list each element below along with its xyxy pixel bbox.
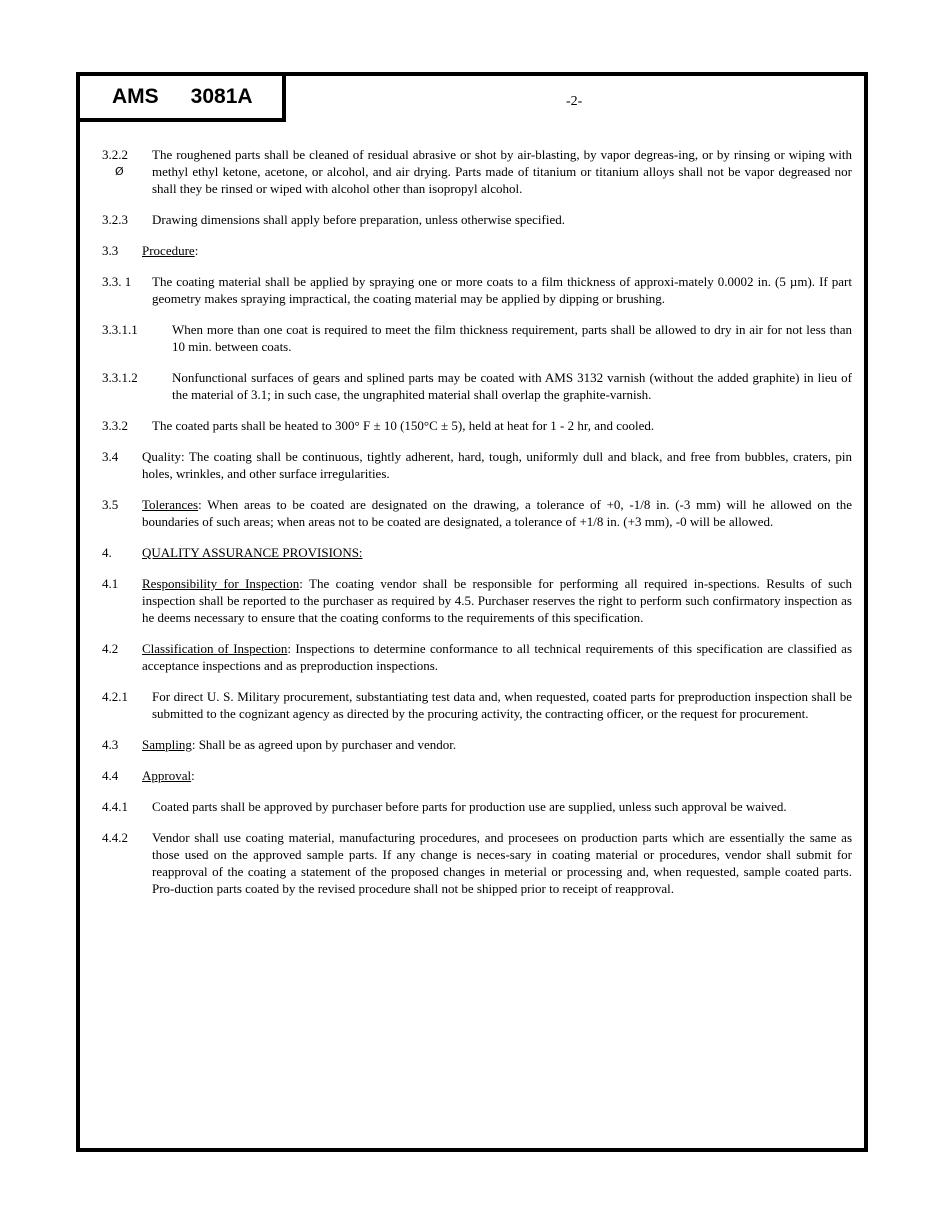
section-number: 3.2.3 — [102, 212, 128, 227]
section-4-4-2 — [102, 829, 852, 897]
section-title: Sampling — [142, 737, 192, 752]
section-text: The coating material shall be applied by spraying one or more coats to a film thickness of approxi-mately 0.0002 in. (5 µm). If part geometry makes spraying impractical, the coating material may be applied by dipping or brushing. — [152, 274, 852, 306]
section-text: : The coating vendor shall be responsible for performing all required in-spections. Results of such inspection shall be reported to the purchaser as required by 4.5. Purchaser reserves the right to perform such confirmatory inspection as he deems necessary to ensure that the coating conforms to the requirements of this specification. — [142, 576, 852, 625]
page-number: -2- — [566, 94, 583, 109]
section-title: Approval — [142, 768, 192, 783]
document-body — [102, 146, 852, 911]
section-4-2 — [102, 640, 852, 674]
section-3-3-1 — [102, 273, 852, 307]
doc-prefix: AMS — [112, 85, 159, 108]
section-number: 3.3. 1 — [102, 274, 132, 289]
section-4-4-1 — [102, 798, 852, 815]
section-number: 4.1 — [102, 576, 119, 591]
section-text: When more than one coat is required to meet the film thickness requirement, parts shall be allowed to dry in air for not less than 10 min. between coats. — [172, 322, 852, 354]
section-number: 4.2 — [102, 641, 119, 656]
page-frame — [76, 72, 868, 1152]
section-number: 3.4 — [102, 449, 119, 464]
section-number: 4.3 — [102, 737, 119, 752]
section-4-3 — [102, 736, 852, 753]
section-title-suffix: : — [191, 768, 195, 783]
section-number: 3.5 — [102, 497, 119, 512]
section-number: 3.2.2 — [102, 147, 128, 162]
section-4-2-1 — [102, 688, 852, 722]
section-3-2-2 — [102, 146, 852, 197]
section-text: : Shall be as agreed upon by purchaser and vendor. — [191, 737, 457, 752]
section-number: 3.3.2 — [102, 418, 128, 433]
section-text: The roughened parts shall be cleaned of residual abrasive or shot by air-blasting, by vapor degreas-ing, or by rinsing or wiping with methyl ethyl ketone, acetone, or alcohol, and air drying. Parts made of titanium or titanium alloys shall not be vapor degreased nor shall they be rinsed or wiped with alcohol other than isopropyl alcohol. — [152, 147, 852, 196]
section-title: Responsibility for Inspection — [142, 576, 300, 591]
section-3-3-1-2 — [102, 369, 852, 403]
section-4 — [102, 544, 852, 561]
section-number: 3.3.1.2 — [102, 370, 138, 385]
section-text: Vendor shall use coating material, manufacturing procedures, and procesees on production parts which are essentially the same as those used on the approved sample parts. If any change is neces-sary in coating material or procedures, vendor shall submit for reapproval of the coating a statement of the proposed changes in meterial or processing and, when requested, sample coated parts. Pro-duction parts coated by the revised procedure shall not be shipped prior to receipt of reapproval. — [152, 830, 852, 896]
section-text: Quality: The coating shall be continuous, tightly adherent, hard, tough, uniformly dull and black, and free from bubbles, craters, pin holes, wrinkles, and other surface irregularities. — [142, 449, 852, 481]
revision-mark: Ø — [115, 165, 124, 178]
doc-number: 3081A — [190, 85, 253, 108]
document-id-box — [80, 76, 286, 122]
section-number: 4. — [102, 545, 112, 560]
section-3-3-2 — [102, 417, 852, 434]
section-3-3-1-1 — [102, 321, 852, 355]
section-text: For direct U. S. Military procurement, substantiating test data and, when requested, coated parts for preproduction inspection shall be submitted to the cognizant agency as directed by the procuring activity, the contracting officer, or the request for procurement. — [152, 689, 852, 721]
section-3-5 — [102, 496, 852, 530]
section-text: Nonfunctional surfaces of gears and splined parts may be coated with AMS 3132 varnish (without the added graphite) in lieu of the material of 3.1; in such case, the ungraphited material shall overlap the graphite-varnish. — [172, 370, 852, 402]
section-3-4 — [102, 448, 852, 482]
section-text: The coated parts shall be heated to 300° F ± 10 (150°C ± 5), held at heat for 1 - 2 hr, and cooled. — [152, 418, 655, 433]
section-number: 3.3.1.1 — [102, 322, 138, 337]
section-number: 4.4.2 — [102, 830, 128, 845]
section-4-1 — [102, 575, 852, 626]
section-text: : When areas to be coated are designated on the drawing, a tolerance of +0, -1/8 in. (-3 mm) will he allowed on the boundaries of such areas; when areas not to be coated are designated, a tolerance of +1/8 in. (+3 mm), -0 will be allowed. — [142, 497, 852, 529]
section-title: Tolerances — [142, 497, 199, 512]
section-text: : Inspections to determine conformance to all technical requirements of this specification are classified as acceptance inspections and as preproduction inspections. — [142, 641, 853, 673]
section-title: QUALITY ASSURANCE PROVISIONS: — [142, 545, 363, 560]
section-title: Procedure — [142, 243, 195, 258]
section-4-4 — [102, 767, 852, 784]
section-3-2-3 — [102, 211, 852, 228]
section-text: Drawing dimensions shall apply before preparation, unless otherwise specified. — [152, 212, 565, 227]
section-number: 4.4.1 — [102, 799, 128, 814]
section-title-suffix: : — [194, 243, 199, 258]
section-number: 4.2.1 — [102, 689, 128, 704]
section-number: 3.3 — [102, 243, 119, 258]
section-number: 4.4 — [102, 768, 119, 783]
section-text: Coated parts shall be approved by purchaser before parts for production use are supplied, unless such approval be waived. — [152, 799, 787, 814]
section-3-3 — [102, 242, 852, 259]
section-title: Classification of Inspection — [142, 641, 288, 656]
